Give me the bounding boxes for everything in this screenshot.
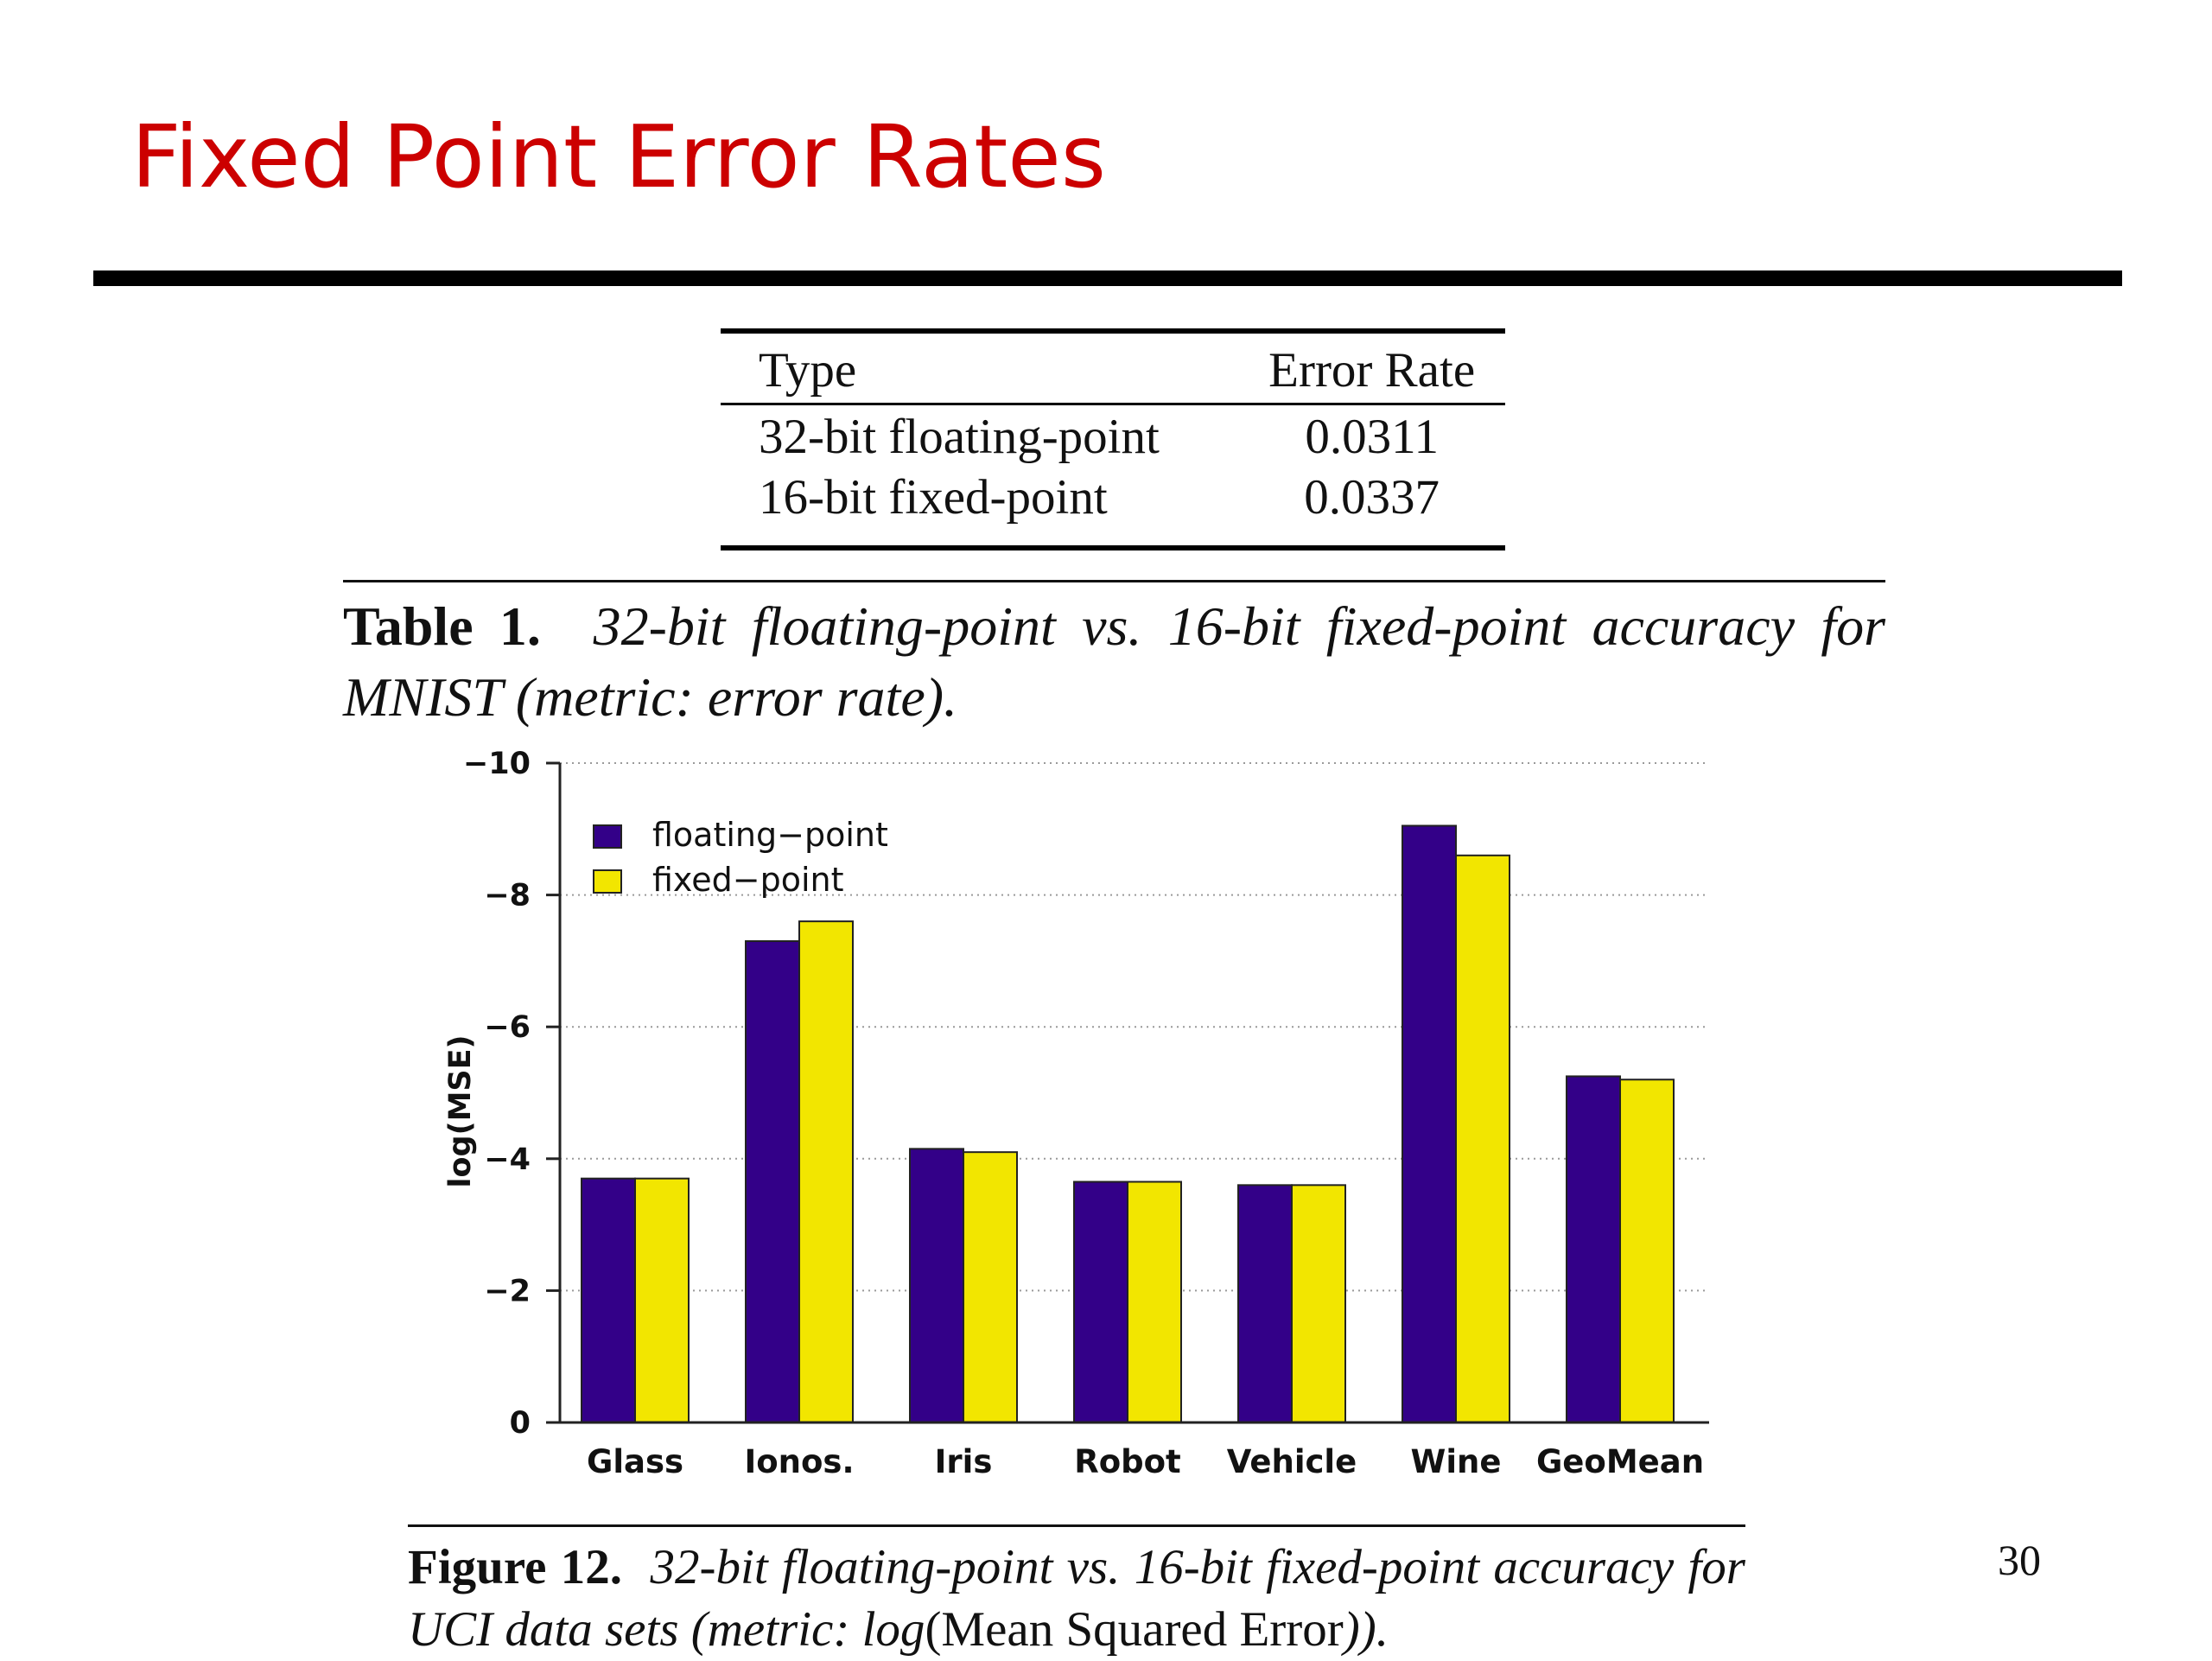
- legend-label: fixed−point: [652, 861, 844, 899]
- bar-floating-point: [582, 1179, 635, 1422]
- table-header-error-rate: Error Rate: [1268, 343, 1476, 398]
- bar-floating-point: [1238, 1185, 1292, 1422]
- bar-fixed-point: [1292, 1185, 1345, 1422]
- bar-floating-point: [1074, 1182, 1128, 1422]
- figure-caption-label: Figure 12.: [408, 1540, 622, 1594]
- bar-floating-point: [910, 1149, 963, 1422]
- x-tick-label: Robot: [1074, 1443, 1181, 1480]
- figure-caption-italic-2: log: [861, 1602, 925, 1657]
- table-cell-error-rate: 0.0311: [1305, 410, 1439, 464]
- y-tick-label: −6: [484, 1010, 531, 1046]
- x-tick-label: Vehicle: [1226, 1443, 1357, 1480]
- table-caption-label: Table 1.: [343, 595, 541, 657]
- x-tick-label: Iris: [934, 1443, 993, 1480]
- y-tick-label: −2: [484, 1274, 531, 1309]
- table-cell-error-rate: 0.0337: [1304, 470, 1440, 525]
- bar-floating-point: [1567, 1076, 1620, 1422]
- bar-floating-point: [1402, 825, 1456, 1422]
- table-header-type: Type: [759, 343, 857, 398]
- table-caption-text: 32-bit floating-point vs. 16-bit fixed-point accuracy for MNIST (metric: error rate).: [343, 595, 1886, 728]
- x-tick-label: Wine: [1410, 1443, 1502, 1480]
- page-number: 30: [1998, 1536, 2041, 1584]
- legend-swatch: [594, 825, 621, 848]
- x-tick-label: Glass: [586, 1443, 684, 1480]
- legend-label: floating−point: [652, 816, 888, 854]
- x-tick-label: Ionos.: [744, 1443, 855, 1480]
- figure-caption-plain: (Mean Squared Error: [925, 1602, 1344, 1657]
- y-tick-label: −8: [484, 878, 531, 913]
- figure-caption-italic-3: )).: [1343, 1602, 1389, 1657]
- table-cell-type: 32-bit floating-point: [759, 410, 1160, 464]
- bar-floating-point: [746, 941, 799, 1422]
- bar-fixed-point: [1620, 1079, 1674, 1422]
- figure-caption-rule: [408, 1524, 1745, 1527]
- slide-title: Fixed Point Error Rates: [131, 106, 1106, 207]
- bar-fixed-point: [799, 921, 853, 1422]
- bar-fixed-point: [963, 1152, 1017, 1422]
- x-tick-label: GeoMean: [1535, 1443, 1705, 1480]
- bar-fixed-point: [1128, 1182, 1181, 1422]
- figure-caption-italic-1: 32-bit floating-point vs. 16-bit fixed-point accuracy for UCI data sets (metric:: [408, 1540, 1745, 1657]
- figure-caption: [408, 1537, 1745, 1661]
- legend-swatch: [594, 870, 621, 893]
- y-axis-label: log(MSE): [443, 1034, 478, 1188]
- y-tick-label: −4: [484, 1142, 531, 1177]
- y-tick-label: 0: [509, 1406, 531, 1441]
- y-tick-label: −10: [462, 747, 531, 781]
- bar-fixed-point: [635, 1179, 689, 1422]
- bar-fixed-point: [1456, 856, 1510, 1422]
- table-cell-type: 16-bit fixed-point: [759, 470, 1108, 525]
